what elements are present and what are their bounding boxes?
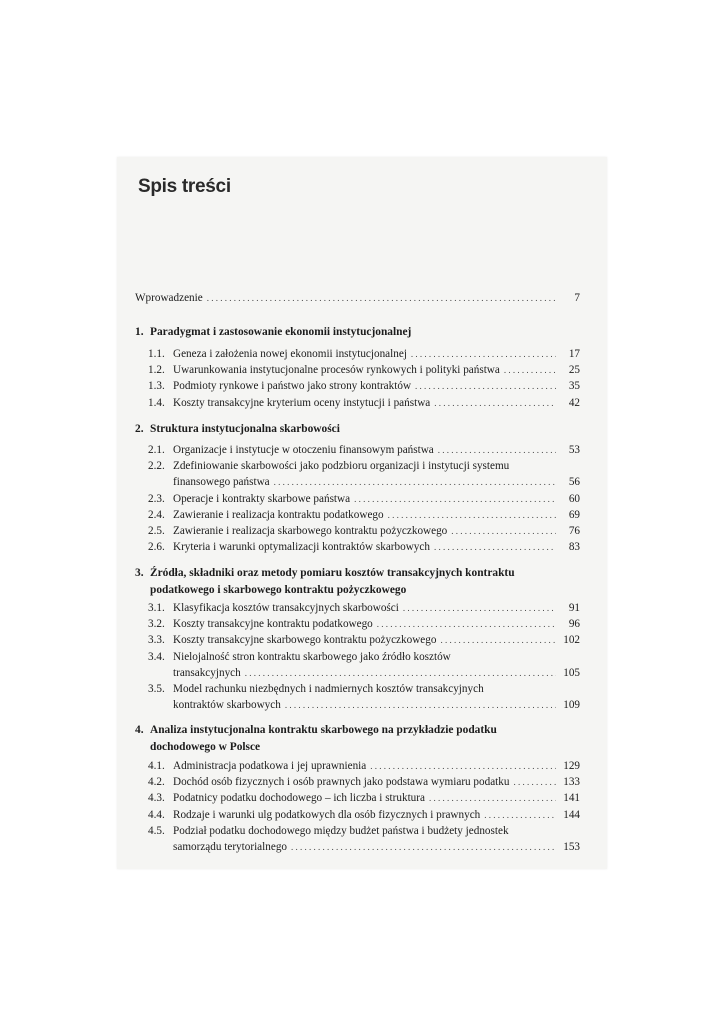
toc-entry xyxy=(148,775,580,790)
section-title: Podmioty rynkowe i państwo jako strony kontraktów xyxy=(173,380,412,393)
section-title: samorządu terytorialnego xyxy=(173,841,288,853)
dot-leader xyxy=(291,840,556,855)
section-title: Zawieranie i realizacja skarbowego kontraktu pożyczkowego xyxy=(173,525,448,537)
dot-leader xyxy=(415,379,556,394)
section-title: Rodzaje i warunki ulg podatkowych dla osób fizycznych i prawnych xyxy=(173,808,481,821)
section-number: 2.4. xyxy=(148,508,165,521)
dot-leader xyxy=(388,508,556,523)
section-number: 3.2. xyxy=(148,618,165,631)
chapter-number: 2. xyxy=(135,423,144,435)
toc-entry xyxy=(148,633,580,648)
section-number: 1.1. xyxy=(148,348,165,360)
toc-entry-label: Wprowadzenie xyxy=(135,292,203,304)
toc-entry xyxy=(148,524,580,539)
dot-leader xyxy=(274,475,556,490)
section-title: transakcyjnych xyxy=(173,666,241,679)
section-title: Zawieranie i realizacja kontraktu podatkowego xyxy=(173,508,384,521)
toc-entry xyxy=(148,347,580,362)
dot-leader xyxy=(513,775,556,790)
section-title: Nielojalność stron kontraktu skarbowego jako źródło kosztów xyxy=(173,650,451,663)
chapter-number: 1. xyxy=(135,326,144,338)
toc-entry xyxy=(148,759,580,774)
section-number: 3.5. xyxy=(148,683,165,695)
section-number: 2.3. xyxy=(148,492,165,505)
toc-entry xyxy=(148,808,580,823)
section-title: Podział podatku dochodowego między budżet państwa i budżety jednostek xyxy=(173,824,509,837)
dot-leader xyxy=(429,791,556,806)
dot-leader xyxy=(440,633,556,648)
toc-page-number: 91 xyxy=(568,602,580,614)
dot-leader xyxy=(285,698,556,713)
toc-entry xyxy=(148,459,580,474)
toc-page-number: 144 xyxy=(563,808,580,821)
toc-entry xyxy=(148,475,580,490)
toc-page-number: 76 xyxy=(568,525,580,537)
toc-page-number: 129 xyxy=(563,760,580,772)
dot-leader xyxy=(434,540,556,555)
dot-leader xyxy=(377,617,556,632)
chapter-heading xyxy=(135,421,340,438)
dot-leader xyxy=(403,601,556,616)
section-title: Koszty transakcyjne kryterium oceny instytucji i państwa xyxy=(173,396,431,409)
section-title: Koszty transakcyjne kontraktu podatkowego xyxy=(173,618,373,631)
dot-leader xyxy=(207,291,556,306)
toc-entry xyxy=(148,650,580,665)
toc-entry xyxy=(148,396,580,411)
toc-entry xyxy=(148,540,580,555)
section-title: Organizacje i instytucje w otoczeniu finansowym państwa xyxy=(173,444,434,456)
chapter-title-text: Struktura instytucjonalna skarbowości xyxy=(150,423,340,435)
toc-page-number: 7 xyxy=(574,292,580,304)
toc-page-number: 105 xyxy=(563,666,580,679)
section-number: 3.4. xyxy=(148,650,165,663)
toc-page-number: 53 xyxy=(568,444,580,456)
section-number: 2.5. xyxy=(148,525,165,537)
section-title: finansowego państwa xyxy=(173,476,270,489)
toc-entry xyxy=(148,379,580,394)
toc-page-number: 56 xyxy=(568,476,580,489)
chapter-title-line xyxy=(135,722,497,739)
chapter-title-line xyxy=(135,565,515,582)
toc-entry xyxy=(148,698,580,713)
chapter-title-line xyxy=(135,739,497,756)
dot-leader xyxy=(354,492,556,507)
chapter-title-text: Źródła, składniki oraz metody pomiaru kosztów transakcyjnych kontraktu xyxy=(150,567,515,579)
toc-page-number: 141 xyxy=(563,792,580,805)
section-number: 4.1. xyxy=(148,760,165,772)
toc-entry xyxy=(148,666,580,681)
section-title: Dochód osób fizycznych i osób prawnych jako podstawa wymiaru podatku xyxy=(173,776,510,789)
toc-page-number: 25 xyxy=(568,364,580,377)
section-number: 3.1. xyxy=(148,602,165,614)
chapter-number: 3. xyxy=(135,567,144,579)
toc-page-number: 102 xyxy=(563,634,580,647)
chapter-title-line xyxy=(135,582,515,599)
toc-page-number: 153 xyxy=(563,841,580,853)
chapter-heading xyxy=(135,324,411,341)
dot-leader xyxy=(451,524,556,539)
section-number: 4.5. xyxy=(148,824,165,837)
toc-entry xyxy=(148,617,580,632)
section-title: Model rachunku niezbędnych i nadmiernych kosztów transakcyjnych xyxy=(173,683,484,695)
dot-leader xyxy=(434,396,556,411)
section-title: Podatnicy podatku dochodowego – ich liczba i struktura xyxy=(173,792,425,805)
toc-entry xyxy=(148,443,580,458)
section-number: 4.4. xyxy=(148,808,165,821)
section-number: 1.4. xyxy=(148,396,165,409)
toc-page-number: 17 xyxy=(568,348,580,360)
section-title: Operacje i kontrakty skarbowe państwa xyxy=(173,492,351,505)
chapter-title-text: podatkowego i skarbowego kontraktu pożyczkowego xyxy=(150,584,407,596)
toc-page-number: 96 xyxy=(568,618,580,631)
chapter-title-line xyxy=(135,324,411,341)
section-title: Zdefiniowanie skarbowości jako podzbioru organizacji i instytucji systemu xyxy=(173,460,510,473)
toc-entry xyxy=(148,492,580,507)
section-number: 1.3. xyxy=(148,380,165,393)
dot-leader xyxy=(411,347,556,362)
section-number: 4.2. xyxy=(148,776,165,789)
chapter-title-line xyxy=(135,421,340,438)
section-title: kontraktów skarbowych xyxy=(173,699,281,712)
toc-entry xyxy=(148,840,580,855)
section-title: Koszty transakcyjne skarbowego kontraktu pożyczkowego xyxy=(173,634,437,647)
section-number: 2.1. xyxy=(148,444,165,456)
toc-entry xyxy=(148,682,580,697)
toc-entry xyxy=(148,363,580,378)
section-number: 2.6. xyxy=(148,541,165,554)
section-number: 3.3. xyxy=(148,634,165,647)
toc-page-number: 133 xyxy=(563,776,580,789)
toc-entry xyxy=(148,791,580,806)
toc-entry xyxy=(148,601,580,616)
chapter-title-text: Paradygmat i zastosowanie ekonomii instytucjonalnej xyxy=(150,326,412,338)
toc-page-number: 83 xyxy=(568,541,580,554)
section-number: 4.3. xyxy=(148,792,165,805)
toc-page-number: 69 xyxy=(568,508,580,521)
toc-entry xyxy=(148,824,580,839)
section-number: 1.2. xyxy=(148,364,165,377)
section-number: 2.2. xyxy=(148,460,165,473)
toc-entry xyxy=(148,508,580,523)
dot-leader xyxy=(438,443,556,458)
toc-entry-intro xyxy=(135,291,580,306)
toc-page-number: 109 xyxy=(563,699,580,712)
dot-leader xyxy=(245,666,556,681)
dot-leader xyxy=(504,363,556,378)
toc-page-number: 60 xyxy=(568,492,580,505)
chapter-title-text: Analiza instytucjonalna kontraktu skarbowego na przykładzie podatku xyxy=(150,724,497,736)
chapter-title-text: dochodowego w Polsce xyxy=(150,741,261,753)
section-title: Kryteria i warunki optymalizacji kontraktów skarbowych xyxy=(173,541,430,554)
dot-leader xyxy=(370,759,556,774)
section-title: Geneza i założenia nowej ekonomii instytucjonalnej xyxy=(173,348,407,360)
dot-leader xyxy=(484,808,556,823)
toc-page-number: 42 xyxy=(568,396,580,409)
section-title: Administracja podatkowa i jej uprawnienia xyxy=(173,760,367,772)
section-title: Klasyfikacja kosztów transakcyjnych skarbowości xyxy=(173,602,399,614)
toc-page-number: 35 xyxy=(568,380,580,393)
section-title: Uwarunkowania instytucjonalne procesów rynkowych i polityki państwa xyxy=(173,364,500,377)
page-title: Spis treści xyxy=(138,176,231,197)
chapter-heading xyxy=(135,565,515,599)
chapter-heading xyxy=(135,722,497,756)
chapter-number: 4. xyxy=(135,724,144,736)
